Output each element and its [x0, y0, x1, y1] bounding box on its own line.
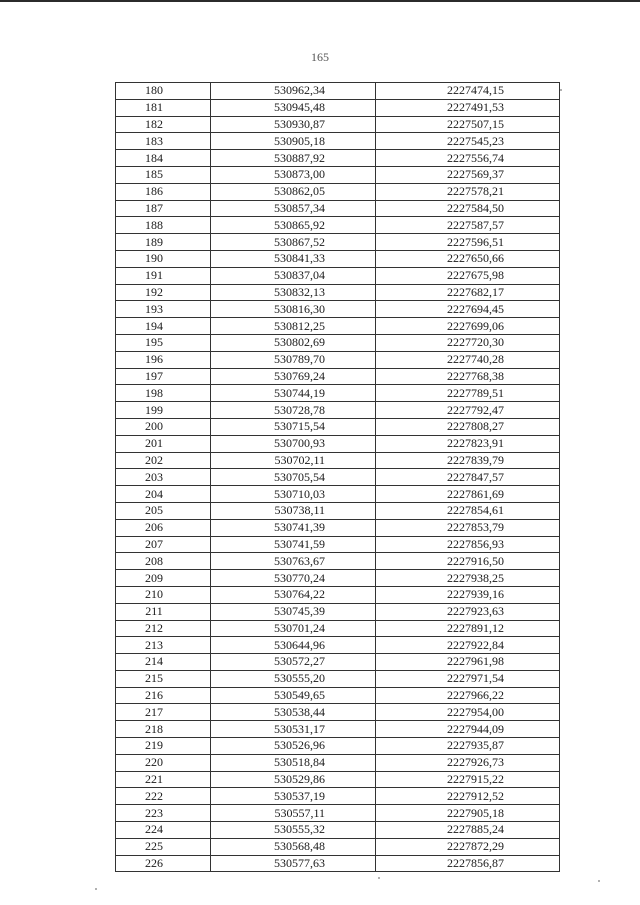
- table-row: [116, 738, 560, 755]
- y-coordinate-cell: 2227556,74: [376, 150, 560, 167]
- table-row: [116, 435, 560, 452]
- y-coordinate-cell: 2227856,87: [376, 855, 560, 872]
- point-number-cell: 203: [116, 469, 211, 486]
- point-number-cell: 185: [116, 166, 211, 183]
- table-row: [116, 234, 560, 251]
- point-number-cell: 210: [116, 586, 211, 603]
- point-number-cell: 184: [116, 150, 211, 167]
- x-coordinate-cell: 530715,54: [211, 418, 376, 435]
- x-coordinate-cell: 530865,92: [211, 217, 376, 234]
- y-coordinate-cell: 2227578,21: [376, 183, 560, 200]
- table-row: [116, 670, 560, 687]
- y-coordinate-cell: 2227545,23: [376, 133, 560, 150]
- point-number-cell: 221: [116, 771, 211, 788]
- table-row: [116, 754, 560, 771]
- point-number-cell: 211: [116, 603, 211, 620]
- y-coordinate-cell: 2227682,17: [376, 284, 560, 301]
- table-row: [116, 385, 560, 402]
- point-number-cell: 186: [116, 183, 211, 200]
- x-coordinate-cell: 530537,19: [211, 788, 376, 805]
- table-row: [116, 687, 560, 704]
- x-coordinate-cell: 530741,39: [211, 519, 376, 536]
- table-row: [116, 838, 560, 855]
- table-row: [116, 586, 560, 603]
- x-coordinate-cell: 530873,00: [211, 166, 376, 183]
- table-row: [116, 603, 560, 620]
- x-coordinate-cell: 530568,48: [211, 838, 376, 855]
- table-row: [116, 150, 560, 167]
- x-coordinate-cell: 530745,39: [211, 603, 376, 620]
- table-row: [116, 519, 560, 536]
- table-row: [116, 217, 560, 234]
- table-row: [116, 536, 560, 553]
- y-coordinate-cell: 2227823,91: [376, 435, 560, 452]
- x-coordinate-cell: 530862,05: [211, 183, 376, 200]
- y-coordinate-cell: 2227939,16: [376, 586, 560, 603]
- table-row: [116, 805, 560, 822]
- scan-top-edge: [0, 0, 640, 2]
- point-number-cell: 204: [116, 486, 211, 503]
- x-coordinate-cell: 530526,96: [211, 738, 376, 755]
- x-coordinate-cell: 530812,25: [211, 318, 376, 335]
- x-coordinate-cell: 530549,65: [211, 687, 376, 704]
- point-number-cell: 202: [116, 452, 211, 469]
- table-row: [116, 486, 560, 503]
- table-row: [116, 855, 560, 872]
- x-coordinate-cell: 530763,67: [211, 553, 376, 570]
- y-coordinate-cell: 2227938,25: [376, 570, 560, 587]
- point-number-cell: 222: [116, 788, 211, 805]
- table-row: [116, 452, 560, 469]
- point-number-cell: 218: [116, 721, 211, 738]
- x-coordinate-cell: 530538,44: [211, 704, 376, 721]
- table-row: [116, 771, 560, 788]
- table-row: [116, 133, 560, 150]
- y-coordinate-cell: 2227847,57: [376, 469, 560, 486]
- y-coordinate-cell: 2227789,51: [376, 385, 560, 402]
- y-coordinate-cell: 2227923,63: [376, 603, 560, 620]
- point-number-cell: 200: [116, 418, 211, 435]
- y-coordinate-cell: 2227926,73: [376, 754, 560, 771]
- table-row: [116, 250, 560, 267]
- point-number-cell: 212: [116, 620, 211, 637]
- y-coordinate-cell: 2227587,57: [376, 217, 560, 234]
- y-coordinate-cell: 2227891,12: [376, 620, 560, 637]
- y-coordinate-cell: 2227596,51: [376, 234, 560, 251]
- y-coordinate-cell: 2227944,09: [376, 721, 560, 738]
- y-coordinate-cell: 2227961,98: [376, 654, 560, 671]
- point-number-cell: 208: [116, 553, 211, 570]
- table-row: [116, 418, 560, 435]
- y-coordinate-cell: 2227853,79: [376, 519, 560, 536]
- table-row: [116, 351, 560, 368]
- x-coordinate-cell: 530857,34: [211, 200, 376, 217]
- point-number-cell: 214: [116, 654, 211, 671]
- table-row: [116, 553, 560, 570]
- table-row: [116, 368, 560, 385]
- point-number-cell: 213: [116, 637, 211, 654]
- point-number-cell: 192: [116, 284, 211, 301]
- x-coordinate-cell: 530887,92: [211, 150, 376, 167]
- x-coordinate-cell: 530701,24: [211, 620, 376, 637]
- x-coordinate-cell: 530557,11: [211, 805, 376, 822]
- point-number-cell: 226: [116, 855, 211, 872]
- table-row: [116, 200, 560, 217]
- point-number-cell: 191: [116, 267, 211, 284]
- x-coordinate-cell: 530789,70: [211, 351, 376, 368]
- x-coordinate-cell: 530577,63: [211, 855, 376, 872]
- x-coordinate-cell: 530962,34: [211, 83, 376, 100]
- x-coordinate-cell: 530700,93: [211, 435, 376, 452]
- x-coordinate-cell: 530572,27: [211, 654, 376, 671]
- x-coordinate-cell: 530905,18: [211, 133, 376, 150]
- y-coordinate-cell: 2227854,61: [376, 502, 560, 519]
- point-number-cell: 201: [116, 435, 211, 452]
- point-number-cell: 198: [116, 385, 211, 402]
- x-coordinate-cell: 530705,54: [211, 469, 376, 486]
- table-row: [116, 788, 560, 805]
- point-number-cell: 207: [116, 536, 211, 553]
- table-row: [116, 267, 560, 284]
- x-coordinate-cell: 530770,24: [211, 570, 376, 587]
- point-number-cell: 190: [116, 250, 211, 267]
- y-coordinate-cell: 2227922,84: [376, 637, 560, 654]
- point-number-cell: 225: [116, 838, 211, 855]
- point-number-cell: 215: [116, 670, 211, 687]
- y-coordinate-cell: 2227699,06: [376, 318, 560, 335]
- x-coordinate-cell: 530930,87: [211, 116, 376, 133]
- y-coordinate-cell: 2227507,15: [376, 116, 560, 133]
- x-coordinate-cell: 530529,86: [211, 771, 376, 788]
- point-number-cell: 183: [116, 133, 211, 150]
- y-coordinate-cell: 2227650,66: [376, 250, 560, 267]
- table-row: [116, 637, 560, 654]
- y-coordinate-cell: 2227740,28: [376, 351, 560, 368]
- table-row: [116, 654, 560, 671]
- y-coordinate-cell: 2227971,54: [376, 670, 560, 687]
- x-coordinate-cell: 530802,69: [211, 334, 376, 351]
- table-row: [116, 284, 560, 301]
- x-coordinate-cell: 530518,84: [211, 754, 376, 771]
- table-row: [116, 334, 560, 351]
- table-row: [116, 318, 560, 335]
- x-coordinate-cell: 530738,11: [211, 502, 376, 519]
- x-coordinate-cell: 530555,32: [211, 822, 376, 839]
- y-coordinate-cell: 2227474,15: [376, 83, 560, 100]
- y-coordinate-cell: 2227720,30: [376, 334, 560, 351]
- y-coordinate-cell: 2227861,69: [376, 486, 560, 503]
- y-coordinate-cell: 2227872,29: [376, 838, 560, 855]
- point-number-cell: 216: [116, 687, 211, 704]
- table-row: [116, 83, 560, 100]
- y-coordinate-cell: 2227935,87: [376, 738, 560, 755]
- x-coordinate-cell: 530728,78: [211, 402, 376, 419]
- point-number-cell: 224: [116, 822, 211, 839]
- point-number-cell: 219: [116, 738, 211, 755]
- point-number-cell: 189: [116, 234, 211, 251]
- x-coordinate-cell: 530531,17: [211, 721, 376, 738]
- point-number-cell: 205: [116, 502, 211, 519]
- table-row: [116, 704, 560, 721]
- x-coordinate-cell: 530741,59: [211, 536, 376, 553]
- table-row: [116, 502, 560, 519]
- table-row: [116, 469, 560, 486]
- point-number-cell: 199: [116, 402, 211, 419]
- point-number-cell: 180: [116, 83, 211, 100]
- table-row: [116, 183, 560, 200]
- x-coordinate-cell: 530702,11: [211, 452, 376, 469]
- y-coordinate-cell: 2227569,37: [376, 166, 560, 183]
- point-number-cell: 195: [116, 334, 211, 351]
- x-coordinate-cell: 530710,03: [211, 486, 376, 503]
- x-coordinate-cell: 530764,22: [211, 586, 376, 603]
- y-coordinate-cell: 2227768,38: [376, 368, 560, 385]
- y-coordinate-cell: 2227856,93: [376, 536, 560, 553]
- table-row: [116, 99, 560, 116]
- point-number-cell: 194: [116, 318, 211, 335]
- y-coordinate-cell: 2227694,45: [376, 301, 560, 318]
- y-coordinate-cell: 2227916,50: [376, 553, 560, 570]
- x-coordinate-cell: 530832,13: [211, 284, 376, 301]
- x-coordinate-cell: 530841,33: [211, 250, 376, 267]
- point-number-cell: 181: [116, 99, 211, 116]
- point-number-cell: 209: [116, 570, 211, 587]
- x-coordinate-cell: 530744,19: [211, 385, 376, 402]
- table-row: [116, 570, 560, 587]
- y-coordinate-cell: 2227584,50: [376, 200, 560, 217]
- x-coordinate-cell: 530555,20: [211, 670, 376, 687]
- point-number-cell: 193: [116, 301, 211, 318]
- x-coordinate-cell: 530816,30: [211, 301, 376, 318]
- table-row: [116, 301, 560, 318]
- x-coordinate-cell: 530644,96: [211, 637, 376, 654]
- scan-speck: [598, 880, 600, 882]
- x-coordinate-cell: 530945,48: [211, 99, 376, 116]
- scan-speck: [378, 877, 380, 879]
- table-row: [116, 822, 560, 839]
- y-coordinate-cell: 2227966,22: [376, 687, 560, 704]
- table-row: [116, 166, 560, 183]
- table-row: [116, 620, 560, 637]
- y-coordinate-cell: 2227885,24: [376, 822, 560, 839]
- y-coordinate-cell: 2227905,18: [376, 805, 560, 822]
- y-coordinate-cell: 2227491,53: [376, 99, 560, 116]
- y-coordinate-cell: 2227954,00: [376, 704, 560, 721]
- point-number-cell: 182: [116, 116, 211, 133]
- point-number-cell: 188: [116, 217, 211, 234]
- point-number-cell: 187: [116, 200, 211, 217]
- x-coordinate-cell: 530867,52: [211, 234, 376, 251]
- y-coordinate-cell: 2227912,52: [376, 788, 560, 805]
- y-coordinate-cell: 2227675,98: [376, 267, 560, 284]
- y-coordinate-cell: 2227915,22: [376, 771, 560, 788]
- y-coordinate-cell: 2227792,47: [376, 402, 560, 419]
- table-row: [116, 116, 560, 133]
- x-coordinate-cell: 530769,24: [211, 368, 376, 385]
- table-row: [116, 402, 560, 419]
- point-number-cell: 217: [116, 704, 211, 721]
- scan-speck: [560, 89, 562, 91]
- y-coordinate-cell: 2227808,27: [376, 418, 560, 435]
- y-coordinate-cell: 2227839,79: [376, 452, 560, 469]
- page-number: 165: [311, 50, 329, 64]
- point-number-cell: 220: [116, 754, 211, 771]
- point-number-cell: 197: [116, 368, 211, 385]
- table-row: [116, 721, 560, 738]
- point-number-cell: 196: [116, 351, 211, 368]
- point-number-cell: 206: [116, 519, 211, 536]
- scan-speck: [95, 888, 97, 890]
- coordinates-table: [115, 82, 560, 872]
- x-coordinate-cell: 530837,04: [211, 267, 376, 284]
- point-number-cell: 223: [116, 805, 211, 822]
